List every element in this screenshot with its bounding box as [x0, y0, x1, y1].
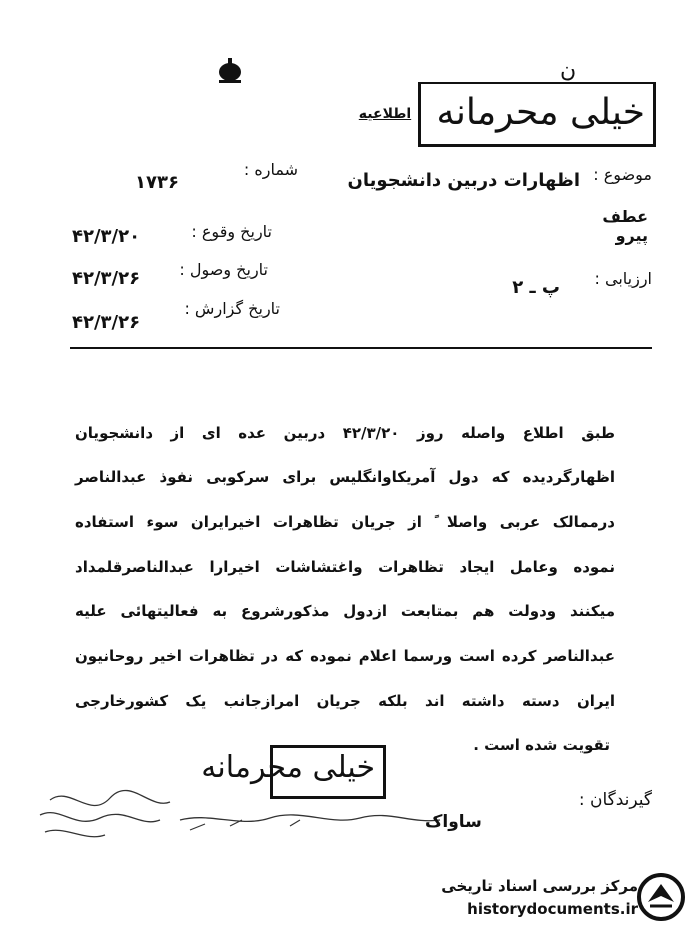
body-line-8: تقویت شده است . — [473, 736, 610, 754]
number-label: شماره : — [243, 160, 298, 179]
body-line-7: ایران دسته داشته اند بلکه جریان امرازجانب یک کشورخارجی — [75, 692, 615, 710]
classification-stamp: خیلی محرمانه — [436, 92, 645, 133]
doc-type: اطلاعیه — [358, 106, 412, 122]
subject-value: اظهارات دربین دانشجویان — [347, 170, 580, 191]
lion-and-sun-emblem-icon — [216, 58, 244, 84]
recipients-label: گیرندگان : — [578, 790, 652, 810]
received-date-label: تاریخ وصول : — [179, 260, 268, 279]
body-line-3: درممالک عربی واصلا ً از جریان تظاهرات اخیرایران سوء استفاده — [75, 513, 615, 531]
body-line-4: نموده وعامل ایجاد تظاهرات واغتشاشات اخیرارا عبدالناصرقلمداد — [75, 558, 615, 576]
subject-label: موضوع : — [593, 165, 652, 184]
event-date-label: تاریخ وقوع : — [191, 222, 272, 241]
body-line-5: میکنند ودولت هم بمتابعت ازدول مذکورشروع به فعالیتهائی علیه — [75, 602, 615, 620]
recipient-1: ساواک — [425, 812, 482, 832]
watermark-title: مرکز بررسی اسناد تاریخی — [441, 877, 638, 895]
body-line-6: عبدالناصر کرده است ورسما اعلام نموده که در تظاهرات اخیر روحانیون — [75, 647, 615, 665]
number-value: ۱۷۳۶ — [135, 172, 179, 193]
margin-mark: ن — [560, 58, 577, 83]
bottom-stamp: خیلی محرمانه — [201, 750, 375, 785]
followup-label: پیرو — [615, 226, 648, 245]
reference-label: عطف — [602, 207, 648, 226]
evaluation-label: ارزیابی : — [594, 269, 652, 288]
watermark-url: historydocuments.ir — [467, 900, 638, 918]
header-divider — [70, 347, 652, 349]
history-documents-logo-icon — [636, 872, 686, 922]
report-date-label: تاریخ گزارش : — [184, 299, 280, 318]
body-line-2: اظهارگردیده که دول آمریکاوانگلیس برای سرکوبی نفوذ عبدالناصر — [75, 468, 615, 486]
event-date-value: ۴۲/۳/۲۰ — [72, 226, 141, 247]
evaluation-value: پ ـ ۲ — [512, 277, 560, 298]
received-date-value: ۴۲/۳/۲۶ — [72, 268, 141, 289]
body-line-1: طبق اطلاع واصله روز ۴۲/۳/۲۰ دربین عده ای از دانشجویان — [75, 424, 615, 442]
report-date-value: ۴۲/۳/۲۶ — [72, 312, 141, 333]
handwritten-note — [30, 780, 450, 850]
